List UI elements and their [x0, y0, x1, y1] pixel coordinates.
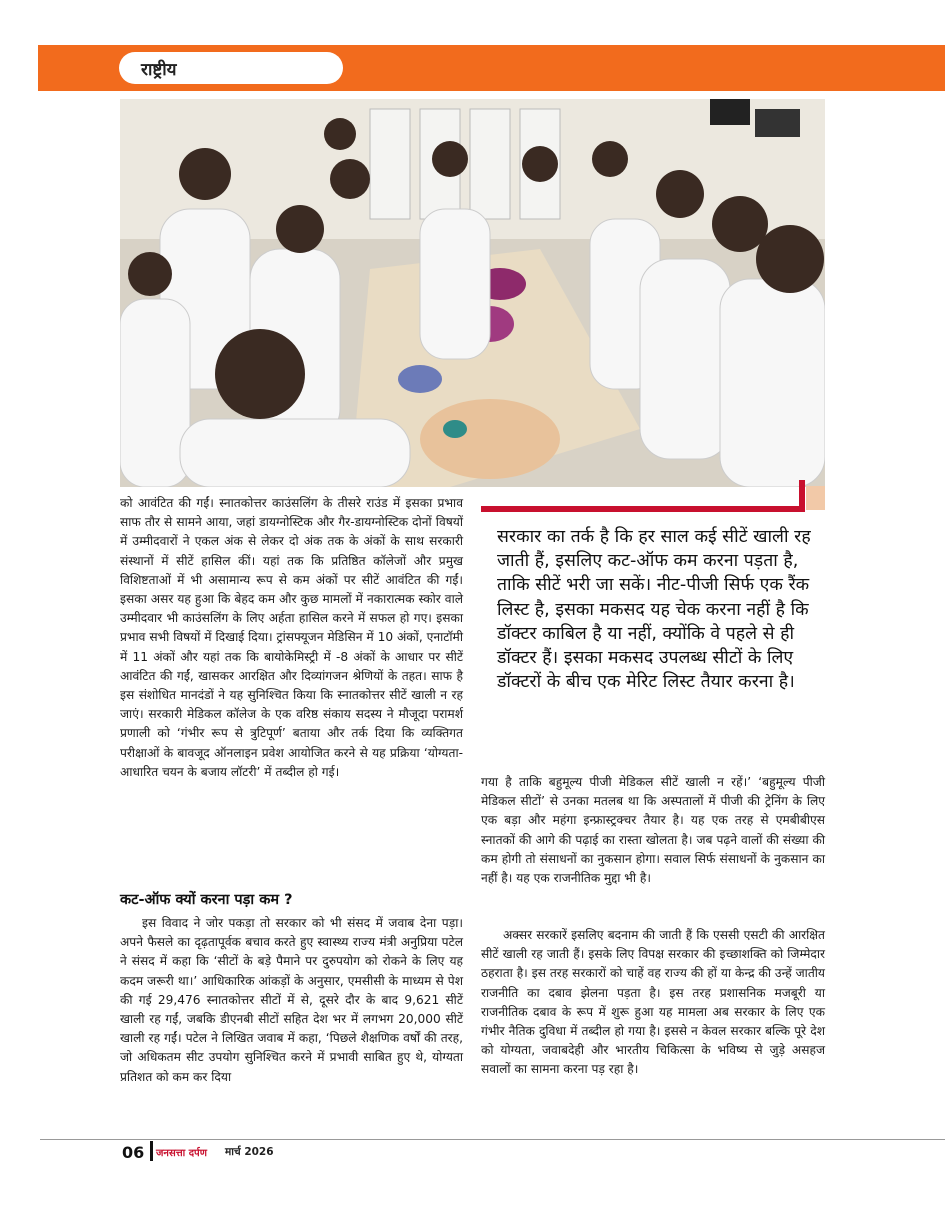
body-paragraph: इस विवाद ने जोर पकड़ा तो सरकार को भी संसद में जवाब देना पड़ा। अपने फैसले का दृढ़तापूर्वक बचाव करते हुए स्वास्थ्य राज्य मंत्री अनुप्रिया पटेल ने संसद में कहा कि ‘सीटों के बड़े पैमाने पर दुरुपयोग को रोकने के लिए यह कदम जरूरी था।’ आधिकारिक आंकड़ों के अनुसार, एमसीसी के माध्यम से पेश की गई 29,476 स्नातकोत्तर सीटों में से, दूसरे दौर के बाद 9,621 सीटें खाली रह गईं, जबकि डीएनबी सीटों सहित देश भर में लगभग 20,000 सीटें खाली रह गईं। पटेल ने लिखित जवाब में कहा, ‘पिछले शैक्षणिक वर्षों की तरह, जो अधिकतम सीट उपयोग सुनिश्चित करने में प्रभावी साबित हुए थे, योग्यता प्रतिशत को कम कर दिया — [120, 916, 463, 1084]
footer-divider — [150, 1141, 153, 1161]
pull-quote-accent — [806, 486, 825, 510]
body-paragraph: अक्सर सरकारें इसलिए बदनाम की जाती हैं कि एससी एसटी की आरक्षित सीटें खाली रह जाती हैं। इसके लिए विपक्ष सरकार की इच्छाशक्ति को जिम्मेदार ठहराता है। इस तरह सरकारों को चाहें वह राज्य की हों या केन्द्र की उन्हें जातीय राजनीति का दबाव झेलना पड़ता है। इस तरह प्रशासनिक मजबूरी या राजनीतिक दबाव के रूप में शुरू हुआ यह मामला अब सरकार के लिए एक गंभीर नैतिक दुविधा में तब्दील हो गया है। इससे न केवल सरकार बल्कि पूरे देश को योग्यता, जवाबदेही और भारतीय चिकित्सा के भविष्य से जुड़े असहज सवालों का सामना करना पड़ रहा है। — [481, 928, 825, 1077]
pull-quote-rule — [481, 506, 799, 512]
pull-quote: सरकार का तर्क है कि हर साल कई सीटें खाली रह जाती हैं, इसलिए कट-ऑफ कम करना पड़ता है, ताकि सीटें भरी जा सकें। नीट-पीजी सिर्फ एक रैंक लिस्ट है, इसका मकसद यह चेक करना नहीं है कि डॉक्टर काबिल है या नहीं, क्योंकि वे पहले से ही डॉक्टर हैं। इसका मकसद उपलब्ध सीटों के लिए डॉक्टरों के बीच एक मेरिट लिस्ट तैयार करना है। — [497, 527, 811, 693]
right-column-paragraph-1 — [481, 773, 825, 888]
subheading: कट-ऑफ क्यों करना पड़ा कम ? — [120, 892, 293, 908]
classroom-photo-icon — [120, 99, 825, 487]
body-paragraph: को आवंटित की गईं। स्नातकोत्तर काउंसलिंग के तीसरे राउंड में इसका प्रभाव साफ तौर से सामने आया, जहां डायग्नोस्टिक और गैर-डायग्नोस्टिक दोनों विषयों में उम्मीदवारों ने एकल अंक से लेकर दो अंक तक के अंकों के साथ सरकारी संस्थानों में सीटें हासिल कीं। यहां तक कि प्रतिष्ठित कॉलेजों और प्रमुख विशिष्टताओं में भी असामान्य रूप से कम अंकों पर सीटें आवंटित की गईं। इसका असर यह हुआ कि बेहद कम और कुछ मामलों में नकारात्मक स्कोर वाले उम्मीदवार भी काउंसलिंग के लिए अर्हता हासिल करने में सफल हो गए। इसका प्रभाव सभी विषयों में दिखाई दिया। ट्रांसफ्यूजन मेडिसिन में 10 अंकों, एनाटॉमी में 11 अंकों और यहां तक कि बायोकेमिस्ट्री में -8 अंकों के आधार पर सीटें आवंटित की गईं, खासकर आरक्षित और दिव्यांगजन श्रेणियों के तहत। साफ है इस संशोधित मानदंडों ने यह सुनिश्चित किया कि स्नातकोत्तर सीटें खाली न रह जाएं। सरकारी मेडिकल कॉलेज के एक वरिष्ठ संकाय सदस्य ने मौजूदा परामर्श प्रणाली को ‘गंभीर रूप से त्रुटिपूर्ण’ बताया और तर्क दिया कि व्यक्तिगत परीक्षाओं के बावजूद ऑनलाइन प्रवेश आयोजित करने से यह प्रक्रिया ‘योग्यता-आधारित चयन के बजाय लॉटरी’ में तब्दील हो गई। — [120, 496, 463, 779]
left-column-paragraph-2 — [120, 914, 463, 1087]
body-paragraph: गया है ताकि बहुमूल्य पीजी मेडिकल सीटें खाली न रहें।’ ‘बहुमूल्य पीजी मेडिकल सीटों’ से उनका मतलब था कि अस्पतालों में पीजी की ट्रेनिंग के लिए एक बड़ा और महंगा इन्फ्रास्ट्रक्चर तैयार है। यह एक तरह से एमबीबीएस स्नातकों की आगे की पढ़ाई का रास्ता खोलता है। जब पढ़ने वालों की संख्या की कम होगी तो संसाधनों का नुकसान होगा। सवाल सिर्फ संसाधनों के नुकसान का नहीं है। यह एक राजनीतिक मुद्दा भी है। — [481, 775, 825, 886]
right-column-paragraph-2 — [481, 926, 825, 1080]
pull-quote-corner — [799, 480, 805, 512]
left-column-paragraph-1 — [120, 494, 463, 782]
issue-date: मार्च 2026 — [225, 1146, 274, 1158]
page-number: 06 — [122, 1143, 145, 1162]
section-label: राष्ट्रीय — [141, 60, 177, 80]
magazine-brand: जनसत्ता दर्पण — [156, 1148, 207, 1159]
footer-rule — [40, 1139, 945, 1140]
article-photo — [120, 99, 825, 487]
section-tag — [119, 52, 343, 84]
